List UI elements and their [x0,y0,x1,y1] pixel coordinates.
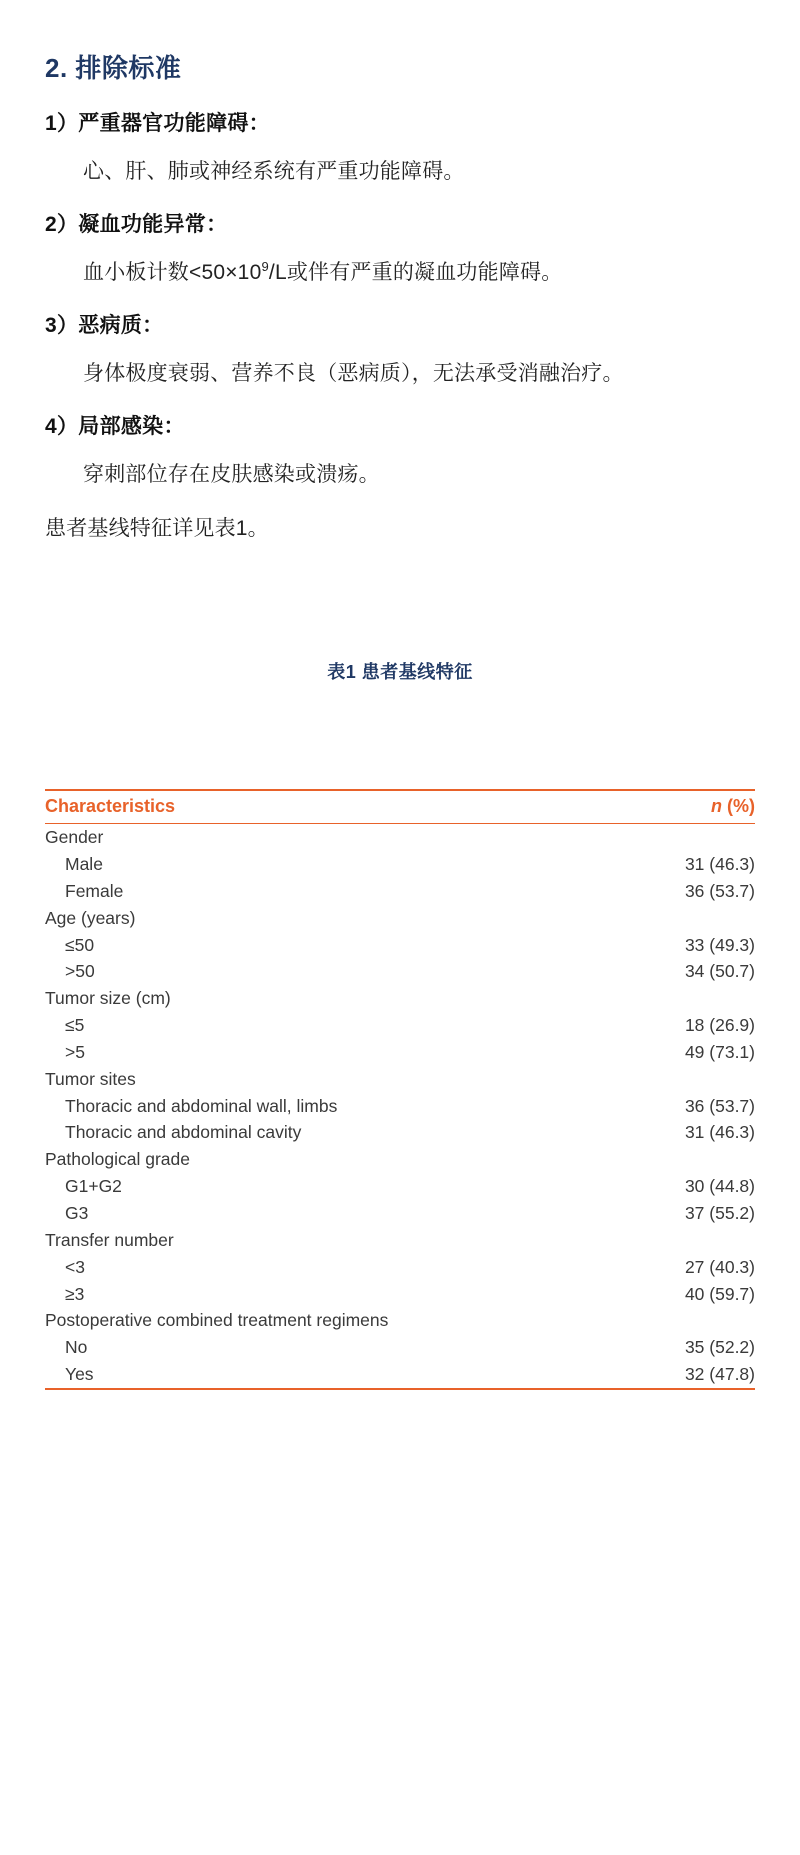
row-value: 31 (46.3) [684,1122,755,1143]
table-caption: 表1 患者基线特征 [327,662,473,683]
row-value: 49 (73.1) [684,1041,755,1062]
table-row [45,1281,755,1308]
criteria-heading-2: 2）凝血功能异常： [45,212,228,236]
row-label: <3 [65,1256,85,1277]
row-value [615,1227,755,1254]
table-body [45,824,755,1388]
table-row [45,1039,755,1066]
table-row [45,1066,755,1093]
row-group-label: Pathological grade [45,1149,190,1170]
row-value: 32 (47.8) [684,1364,755,1385]
row-label: ≤50 [65,934,95,955]
criteria-body-2-part1: 血小板计数<50×10 [83,260,262,284]
row-value: 40 (59.7) [684,1283,755,1304]
criteria-heading-4: 4）局部感染： [45,414,185,438]
table-row [45,1227,755,1254]
row-label: Female [65,880,124,901]
criteria-body-4: 穿刺部位存在皮肤感染或溃疡。 [83,462,380,486]
row-value: 27 (40.3) [684,1256,755,1277]
row-value: 37 (55.2) [684,1202,755,1223]
column-header-characteristics: Characteristics [45,790,615,824]
column-header-n: n [710,796,722,817]
criteria-body-3: 身体极度衰弱、营养不良（恶病质），无法承受消融治疗。 [83,361,624,385]
row-group-label: Gender [45,827,104,848]
table-row [45,1119,755,1146]
criteria-body-2-part2: /L或伴有严重的凝血功能障碍。 [268,260,563,284]
row-label: >5 [65,1041,85,1062]
table-header-row [45,790,755,824]
row-group-label: Tumor sites [45,1068,136,1089]
row-value [615,1066,755,1093]
table-header [45,790,755,824]
row-label: ≤5 [65,1015,85,1036]
baseline-characteristics-table [45,789,755,1388]
row-group-label: Tumor size (cm) [45,988,171,1009]
table-row [45,1093,755,1120]
criteria-body-2-superscript: 9 [261,258,269,274]
table-bottom-rule [45,1388,755,1390]
row-label: Male [65,854,103,875]
table-row [45,1200,755,1227]
row-value: 36 (53.7) [684,880,755,901]
row-label: Thoracic and abdominal cavity [65,1122,302,1143]
row-value [615,905,755,932]
table-row [45,1012,755,1039]
table-row [45,1307,755,1334]
row-label: No [65,1337,88,1358]
column-header-percent: (%) [727,796,755,817]
row-value: 18 (26.9) [684,1015,755,1036]
table-row [45,878,755,905]
row-value: 36 (53.7) [684,1095,755,1116]
table-row [45,958,755,985]
table-row [45,932,755,959]
row-group-label: Transfer number [45,1229,174,1250]
table-row [45,1334,755,1361]
table-row [45,905,755,932]
row-value: 35 (52.2) [684,1337,755,1358]
row-label: ≥3 [65,1283,85,1304]
criteria-heading-1: 1）严重器官功能障碍： [45,112,270,135]
table-row [45,1146,755,1173]
row-value [615,985,755,1012]
page-title: 2. 排除标准 [45,53,182,83]
column-header-n-percent [615,790,755,824]
table-row [45,1173,755,1200]
row-group-label: Age (years) [45,907,136,928]
table-row [45,985,755,1012]
row-value [615,824,755,851]
row-label: G3 [65,1202,89,1223]
row-value: 34 (50.7) [684,961,755,982]
criteria-body-1: 心、肝、肺或神经系统有严重功能障碍。 [83,160,465,183]
row-value: 33 (49.3) [684,934,755,955]
row-value: 30 (44.8) [684,1176,755,1197]
closing-line: 患者基线特征详见表1。 [45,517,269,541]
row-value: 31 (46.3) [684,854,755,875]
row-value [615,1146,755,1173]
row-label: Thoracic and abdominal wall, limbs [65,1095,338,1116]
table-row [45,851,755,878]
criteria-heading-3: 3）恶病质： [45,313,164,337]
row-group-label: Postoperative combined treatment regimens [45,1310,389,1331]
row-value [615,1307,755,1334]
row-label: >50 [65,961,95,982]
row-label: G1+G2 [65,1176,122,1197]
table-row [45,824,755,851]
table-row [45,1361,755,1388]
table-block [45,658,755,1390]
table-row [45,1254,755,1281]
criteria-body-2 [45,254,755,293]
row-label: Yes [65,1364,94,1385]
